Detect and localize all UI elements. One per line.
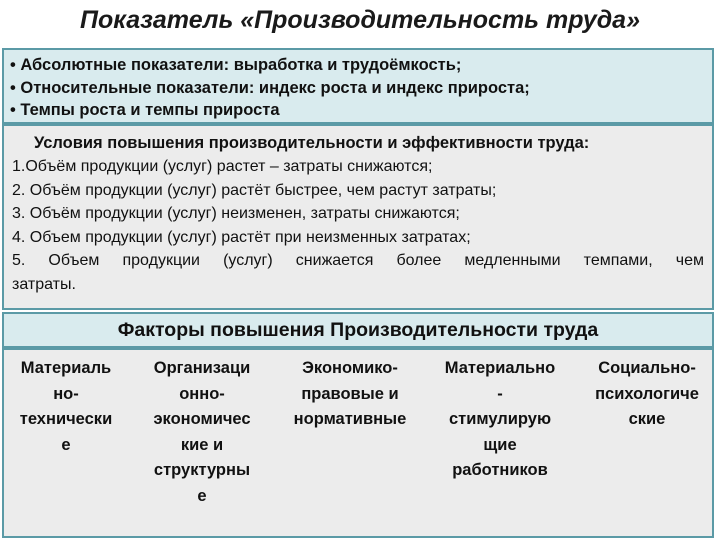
page-title: Показатель «Производительность труда»	[80, 6, 640, 34]
condition-item-3: 3. Объём продукции (услуг) неизменен, затраты снижаются;	[12, 205, 460, 222]
factor-economic-legal: Экономико- правовые и нормативные	[293, 359, 407, 428]
condition-item-2: 2. Объём продукции (услуг) растёт быстрее, чем растут затраты;	[12, 181, 497, 199]
factor-socio-psychological: Социально- психологиче ские	[595, 359, 699, 428]
conditions-heading: Условия повышения производительности и эффективности труда:	[34, 134, 590, 152]
condition-item-4: 4. Объем продукции (услуг) растёт при неизменных затратах;	[12, 228, 471, 246]
indicator-growth-rates: • Темпы роста и темпы прироста	[10, 101, 280, 119]
factors-heading: Факторы повышения Производительности труда	[2, 312, 714, 348]
factor-material-technical: Материаль но- технически е	[19, 359, 113, 454]
factors-box	[2, 348, 714, 538]
factor-organizational-economic: Организаци онно- экономичес кие и структурны е	[153, 359, 251, 505]
condition-item-1: 1.Объём продукции (услуг) растет – затраты снижаются;	[12, 158, 433, 175]
indicator-relative: • Относительные показатели: индекс роста и индекс прироста;	[10, 78, 530, 97]
conditions-box	[2, 124, 714, 310]
condition-item-5-continued: затраты.	[12, 275, 76, 293]
condition-item-5: 5. Объем продукции (услуг) снижается более медленными темпами, чем	[12, 252, 704, 269]
indicator-absolute: • Абсолютные показатели: выработка и трудоёмкость;	[10, 56, 462, 74]
indicators-box	[2, 48, 714, 124]
factor-material-incentive: Материально - стимулирую щие работников	[444, 359, 556, 479]
